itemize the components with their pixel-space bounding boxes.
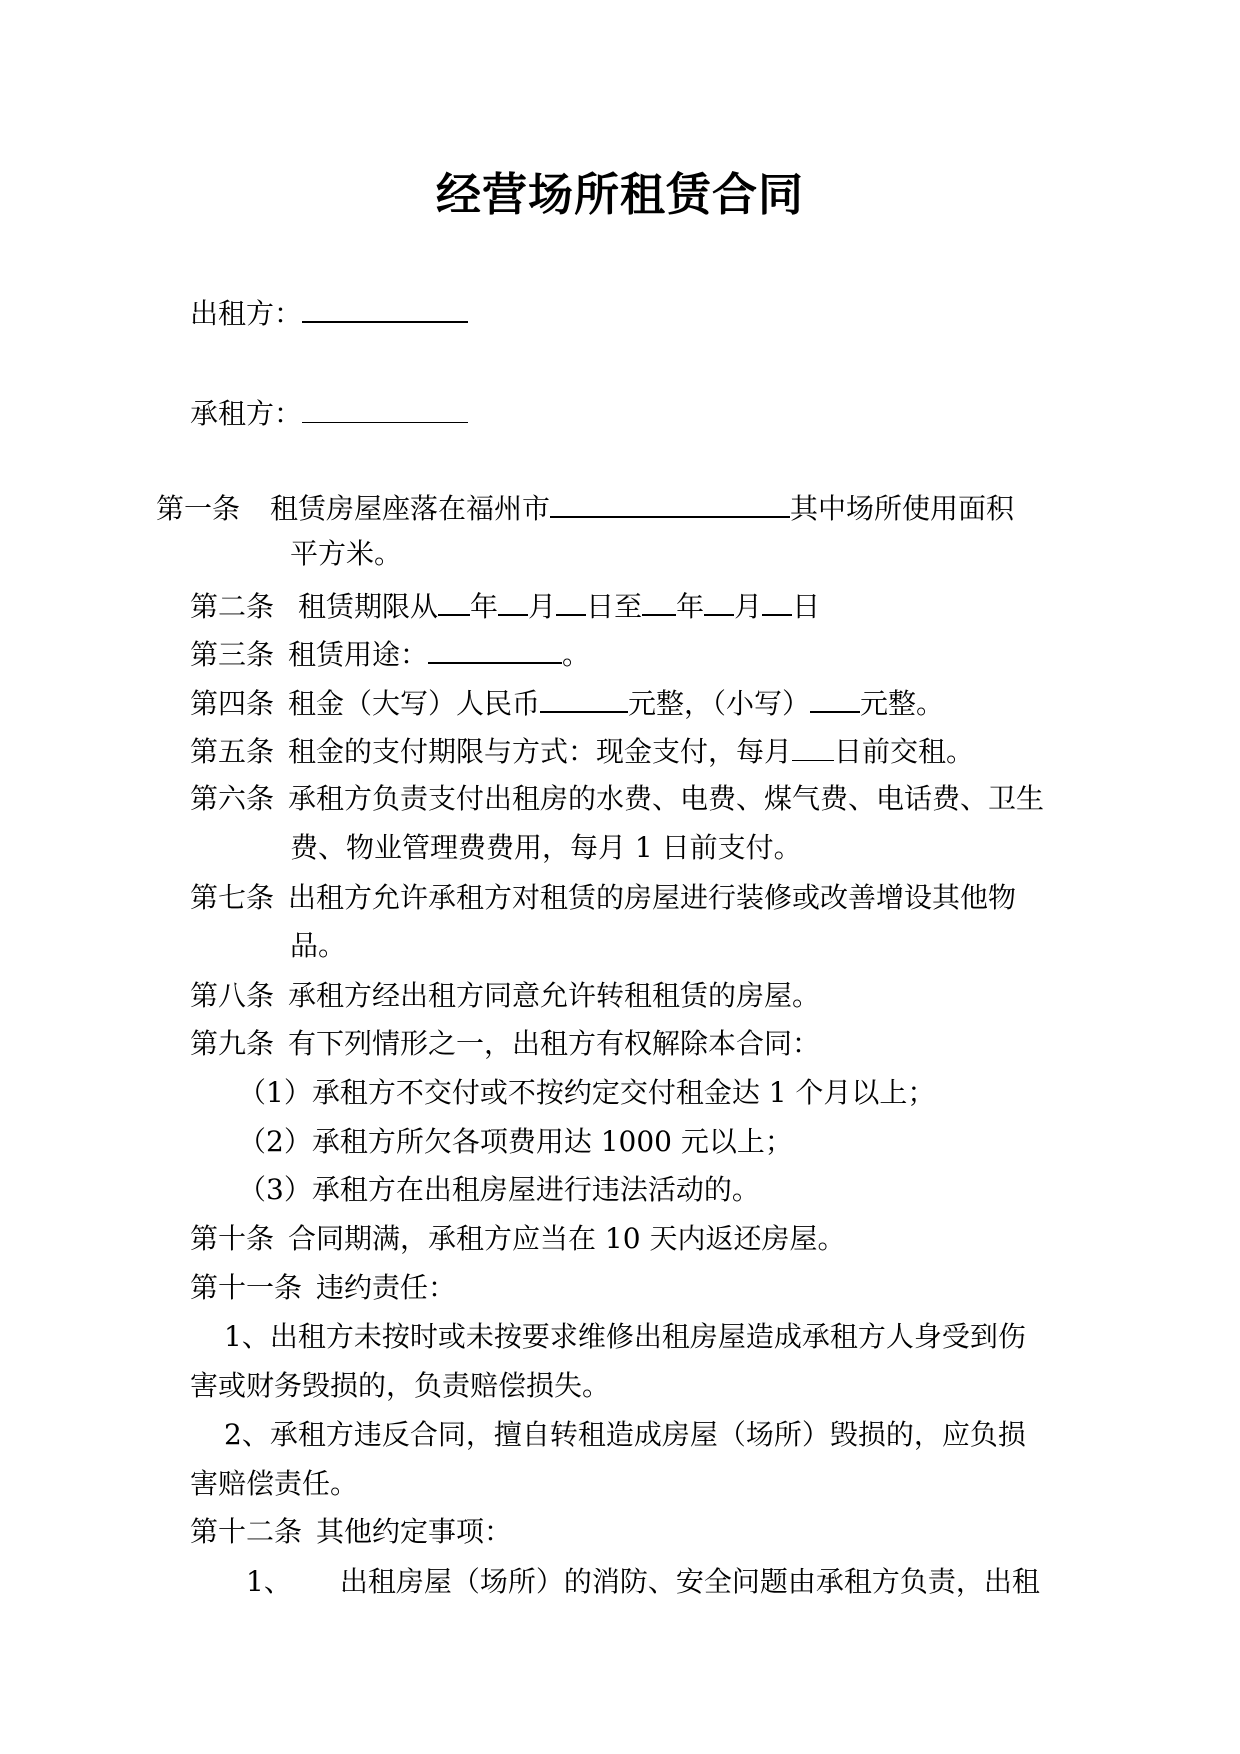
article-9-item-2: （2）承租方所欠各项费用达 1000 元以上； <box>238 1125 793 1158</box>
end-year-blank[interactable] <box>642 584 676 616</box>
end-day-blank[interactable] <box>762 584 792 616</box>
lessor-blank[interactable] <box>302 291 468 323</box>
article-9-text: 有下列情形之一，出租方有权解除本合同： <box>288 1027 821 1060</box>
article-6-head: 第六条 <box>190 782 275 815</box>
article-4-end: 元整。 <box>860 687 945 720</box>
article-11-para-2-cont: 害赔偿责任。 <box>190 1467 359 1500</box>
lessee-label: 承租方： <box>190 397 303 430</box>
article-11-para-2: 2、承租方违反合同，擅自转租造成房屋（场所）毁损的，应负损 <box>224 1418 1026 1451</box>
article-12-item-1-text: 出租房屋（场所）的消防、安全问题由承租方负责，出租 <box>339 1565 1040 1598</box>
article-10-text: 合同期满，承租方应当在 10 天内返还房屋。 <box>288 1222 846 1255</box>
article-7 <box>190 878 1016 918</box>
article-9 <box>190 1024 820 1064</box>
article-1-cont: 平方米。 <box>290 537 403 570</box>
lessor-label: 出租方： <box>190 297 303 330</box>
article-8-head: 第八条 <box>190 979 275 1012</box>
article-1 <box>156 486 1014 529</box>
year-label-2: 年 <box>676 590 705 623</box>
day-to-label: 日至 <box>586 590 643 623</box>
end-month-blank[interactable] <box>704 584 734 616</box>
article-5-text: 租金的支付期限与方式：现金支付，每月 <box>288 735 793 768</box>
article-5-head: 第五条 <box>190 735 275 768</box>
article-1-head: 第一条 <box>156 492 241 525</box>
article-7-text: 出租方允许承租方对租赁的房屋进行装修或改善增设其他物 <box>288 881 1017 914</box>
article-2-head: 第二条 <box>190 590 275 623</box>
article-4 <box>190 681 944 724</box>
article-5-end: 日前交租。 <box>834 735 975 768</box>
article-3-head: 第三条 <box>190 638 275 671</box>
article-6-text: 承租方负责支付出租房的水费、电费、煤气费、电话费、卫生 <box>288 782 1045 815</box>
article-11-para-1-cont: 害或财务毁损的，负责赔偿损失。 <box>190 1369 611 1402</box>
article-12-item-1-num: 1、 <box>246 1565 292 1598</box>
article-4-text: 租金（大写）人民币 <box>288 687 541 720</box>
article-4-head: 第四条 <box>190 687 275 720</box>
start-year-blank[interactable] <box>438 584 470 616</box>
article-10-head: 第十条 <box>190 1222 275 1255</box>
article-8-text: 承租方经出租方同意允许转租租赁的房屋。 <box>288 979 821 1012</box>
address-blank[interactable] <box>550 486 790 518</box>
lessor-line <box>190 291 468 334</box>
article-8 <box>190 976 820 1016</box>
lessee-blank[interactable] <box>302 392 468 423</box>
article-3 <box>190 632 590 675</box>
purpose-blank[interactable] <box>428 632 562 664</box>
article-9-item-3: （3）承租方在出租房屋进行违法活动的。 <box>238 1173 760 1206</box>
article-10 <box>190 1219 845 1259</box>
article-12-head: 第十二条 <box>190 1515 303 1548</box>
article-9-head: 第九条 <box>190 1027 275 1060</box>
article-3-end: 。 <box>562 638 591 671</box>
article-9-item-1: （1）承租方不交付或不按约定交付租金达 1 个月以上； <box>238 1076 936 1109</box>
article-11-text: 违约责任： <box>316 1271 457 1304</box>
article-2-text: 租赁期限从 <box>298 590 439 623</box>
month-label: 月 <box>528 590 557 623</box>
article-5 <box>190 730 974 772</box>
rent-words-blank[interactable] <box>540 681 628 713</box>
article-11-para-1: 1、出租方未按时或未按要求维修出租房屋造成承租方人身受到伤 <box>224 1320 1026 1353</box>
article-1-text: 租赁房屋座落在福州市 <box>270 492 551 525</box>
month-label-2: 月 <box>734 590 763 623</box>
article-2 <box>190 584 820 627</box>
article-11-head: 第十一条 <box>190 1271 303 1304</box>
article-12-text: 其他约定事项： <box>316 1515 513 1548</box>
day-label-2: 日 <box>792 590 821 623</box>
article-6 <box>190 779 1044 819</box>
article-4-text-2: 元整，（小写） <box>628 687 811 720</box>
year-label: 年 <box>470 590 499 623</box>
article-11 <box>190 1268 456 1308</box>
article-7-cont: 品。 <box>290 929 347 962</box>
article-7-head: 第七条 <box>190 881 275 914</box>
rent-number-blank[interactable] <box>810 681 860 713</box>
lessee-line <box>190 392 468 434</box>
start-day-blank[interactable] <box>556 584 586 616</box>
start-month-blank[interactable] <box>498 584 528 616</box>
article-1-text-2: 其中场所使用面积 <box>790 492 1015 525</box>
article-6-cont: 费、物业管理费费用，每月 1 日前支付。 <box>290 831 802 864</box>
article-3-text: 租赁用途： <box>288 638 429 671</box>
article-12-item-1 <box>246 1562 1040 1602</box>
page-title: 经营场所租赁合同 <box>435 168 804 221</box>
pay-day-blank[interactable] <box>792 730 834 761</box>
article-12 <box>190 1512 512 1552</box>
